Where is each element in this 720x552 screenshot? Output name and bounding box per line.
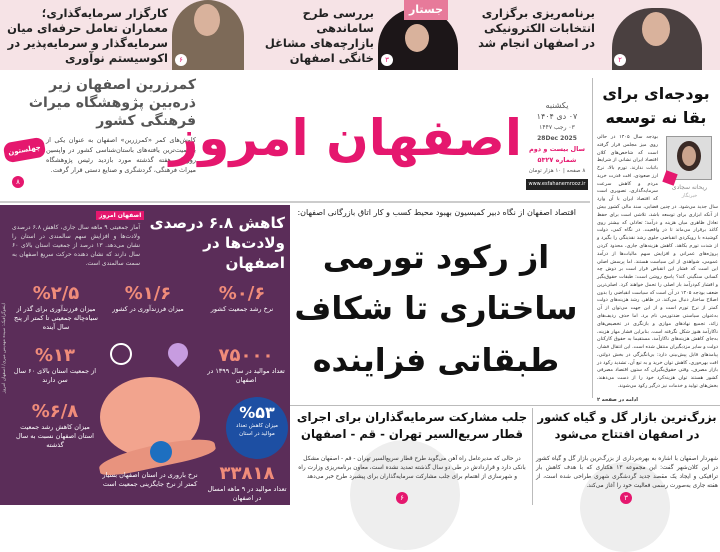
infographic-title: کاهش ۶.۸ درصدی ولادت‌ها در اصفهان [149,214,285,272]
website-url[interactable]: www.esfahanemrooz.ir [526,179,588,190]
top-teaser-banner [0,0,720,70]
rail-headline[interactable]: جلب مشارکت سرمایه‌گذاران برای اجرای قطار سریع‌السیر تهران - قم - اصفهان [296,410,528,442]
teaser-election[interactable]: برنامه‌ریزی برگزاری انتخابات الکترونیکی در اصفهان انجام شد [478,6,595,50]
flower-market-headline[interactable]: بزرگ‌ترین بازار گل و گیاه کشور در اصفهان افتتاح می‌شود [537,410,717,441]
date-gregorian: 28Dec 2025 [537,135,577,142]
stat-label: میزان فرزندآوری در کشور [112,305,184,313]
stat-circle [229,403,285,438]
stat [12,283,100,332]
stat-label: تعداد موالید در ۹ ماهه امسال در اصفهان [207,485,287,502]
stat-label: میزان کاهش تعداد موالید در استان [236,423,278,437]
page-number: ۲ [614,54,626,66]
author-role: خبرنگار [681,193,698,199]
date-hijri: ۰۳ رجب ۱۴۴۷ [539,124,575,131]
stat [198,283,286,314]
section-badge: جستار [404,0,448,20]
author-name: ریحانه سجادی [671,184,708,191]
stat-value: ۳۳۸۱۸ [219,463,275,484]
main-headline[interactable]: از رکود تورمی ساختاری تا شکاف طبقاتی فزاینده [294,239,578,379]
price: ۸ صفحه | ۱۰ هزار تومان [528,168,586,174]
left-story-headline[interactable]: کمرزرین اصفهان زیر ذره‌بین پژوهشگاه میراث فرهنگی کشور [28,77,196,129]
stat-value: %۶/۸ [31,401,79,422]
opinion-text: بودجه سال ۱۴۰۵ در حالی روی میز مجلس قرار گرفته است که شاخص‌های کلان اقتصاد ایران نشانی از شرایط باثبات ندارند. تورم بالا، نرخ ارز صعودی، افت قدرت خرید مردم و کاهش سرعت سرمایه‌گذاری، تصویری است که اقتصاد ایران با آن وارد سال جدید می‌شود. در چنین فضایی، سند مالی کشور بیش از آنکه ابزاری برای توسعه باشد، تلاشی است برای حفظ تعادل ظاهری میان هزینه و درآمد؛ تعادلی که بیشتر روی کاغذ برقرار می‌ماند تا در واقعیت. در نگاه کمی، دولت کوشیده با رویکردی انقباضی جلوی رشد نقدینگی را بگیرد و از شدت تورم بکاهد. کاهش هزینه‌های جاری، محدود کردن پروژه‌های عمرانی و افزایش سهم مالیات‌ها از درآمد عمومی، شواهدی از این سیاست هستند. اما پرسش اصلی این است که فشار این انقباض قرار است بر دوش چه کسانی سنگینی کند؟ پاسخ روشن است: طبقات حقوق‌بگیر و اقشار کم‌درآمد بار اصلی را تحمل خواهند کرد. اصلی‌ترین ضعف بودجه ۱۴۰۵ در آن است که سیاست انقباضی را بدون اصلاح ساختار دنبال می‌کند. در ظاهر، رشد هزینه‌های دولت کمتر از نرخ تورم است و از این جهت می‌توان از آن به‌عنوان سیاستی ضدتورمی نام برد. اما حذف ردیف‌های زائد، تجمیع نهادهای موازی و بازنگری در تخصیص‌های ناکارآمد هنوز شکل نگرفته است. بنابراین فشار مهار هزینه، به‌جای کاهش هزینه‌های ناکارآمد، مستقیما به حقوق کارکنان دولت و سایر مزدبگیران منتقل شده است. این انتقال فشار، پیامدهای قابل پیش‌بینی دارد: بی‌انگیزگی در بخش دولتی، افت بهره‌وری، کاهش توان خرید و به تبع آن، تشدید رکود در بازار مصرف. وقتی حقوق‌بگیران که ستون اقتصاد مصرفی کشور هستند توان هزینه‌کرد خود را از دست می‌دهند، بخش‌های تولید و خدمات نیز درگیر رکود می‌شوند. [597,134,718,389]
weekday: یکشنبه [545,101,569,110]
page-number: ۸ [12,176,24,188]
stat-label: میزان فرزندآوری برای گذر از سیاه‌چاله جمعیتی تا کمتر از پنج سال آینده [14,305,98,331]
date-persian: ۰۷ دی ۱۴۰۴ [536,112,578,121]
newspaper-logo: اصفهان امروز [169,109,522,167]
flower-market-body: شهردار اصفهان با اشاره به بهره‌برداری از بزرگ‌ترین بازار گل و گیاه کشور در این کلان‌شهر گفت: این مجموعه ۱۳ هکتاری که با هدف کاهش بار ترافیکی و ایجاد یک مقصد جدید گردشگری شهری طراحی شده است، از هفته جاری به‌صورت رسمی فعالیت خود را آغاز می‌کند. [536,456,718,489]
hands-baby-icon [110,343,132,365]
date-box [526,100,588,190]
stat-label: نرخ رشد جمعیت کشور [210,305,274,313]
stat [104,283,192,314]
heart-icon [164,339,192,367]
stat-label: از جمعیت استان بالای ۶۰ سال سن دارند [13,367,97,384]
stat-value: %۱/۶ [124,283,172,304]
stat-value: %۱۳ [34,345,75,366]
stat-value: %۵۳ [239,403,275,422]
page-number: ۶ [175,54,187,66]
left-story-body: کاوش‌های کمر «کمرزرین» اصفهان به عنوان یکی از بااهمیت‌ترین یافته‌های باستان‌شناسی کشور در واپسین روزهای هفته گذشته مورد بازدید رئیس پژوهشگاه میراث فرهنگی، گردشگری و صنایع دستی قرار گرفت. [46,136,196,174]
stat [12,401,98,450]
page-number: ۳ [620,492,632,504]
infographic-intro: آمار جمعیتی ۹ ماهه سال جاری، کاهش ۶.۸ درصدی ولادت‌ها و افزایش سهم سالمندی در استان را نشان می‌دهد. ۱۳ درصد از جمعیت استان بالای ۶۰ سال دارند که نشان دهنده حرکت سریع اصفهان به سمت سالمندی است. [12,224,140,267]
stat-value: ۷۵۰۰۰ [218,345,274,366]
infographic-credit: اینفوگرافیک: سیده مهدیس میری/ اصفهان امروز [2,303,7,394]
divider [532,408,533,505]
photo-spacer [658,134,718,202]
brand-tag: اصفهان امروز [96,211,144,220]
stat-value: %۲/۵ [32,283,80,304]
divider [0,201,590,203]
stat [12,345,98,385]
stat [206,463,288,503]
divider [592,78,593,398]
main-kicker: اقتصاد اصفهان از نگاه دبیر کمیسیون بهبود محیط کسب و کار اتاق بازرگانی اصفهان: [297,208,576,217]
stat-label: میزان کاهش رشد جمعیت استان اصفهان نسبت به سال گذشته [16,423,94,449]
infographic [0,205,290,505]
teaser-investment[interactable]: کارگزار سرمایه‌گذاری؛ معماران تعامل حرفه‌ای میان سرمایه‌گذار و سرمایه‌پذیر در اکوسیستم نوآوری [7,6,168,65]
chart-down-icon [150,441,172,463]
page-number: ۶ [396,492,408,504]
stat-label: تعداد موالید در سال ۱۳۹۹ در اصفهان [207,367,285,384]
fertility-note: نرخ باروری در استان اصفهان بسیار کمتر از نرخ جایگزینی جمعیت است [102,471,198,488]
opinion-body [597,134,718,391]
stat [204,345,288,385]
page-number: ۳ [381,54,393,66]
section-tag: چهلستون [3,137,47,164]
rail-body: در حالی که مدیرعامل راه آهن می‌گوید طرح قطار سریع‌السیر تهران - قم - اصفهان مشکل بانکی دارد و قراردادش در طی دو سال گذشته تمدید نشده است، معاون برنامه‌ریزی وزارت راه و شهرسازی از اهتمام برای جلب مشارکت سرمایه‌گذاران برای پیشبرد طرح خبر می‌دهد [298,456,526,480]
year: سال بیست و دوم [528,145,586,153]
stat-value: %۰/۶ [218,283,266,304]
issue-number: شماره ۵۳۲۷ [537,156,577,164]
continued-link[interactable]: ادامه در صفحه ۲ [597,397,638,403]
opinion-title[interactable]: بودجه‌ای برای بقا نه توسعه [602,84,710,127]
teaser-home-jobs[interactable]: بررسی طرح ساماندهی بازارچه‌های مشاغل خانگی اصفهان [264,6,374,65]
divider [290,405,720,406]
